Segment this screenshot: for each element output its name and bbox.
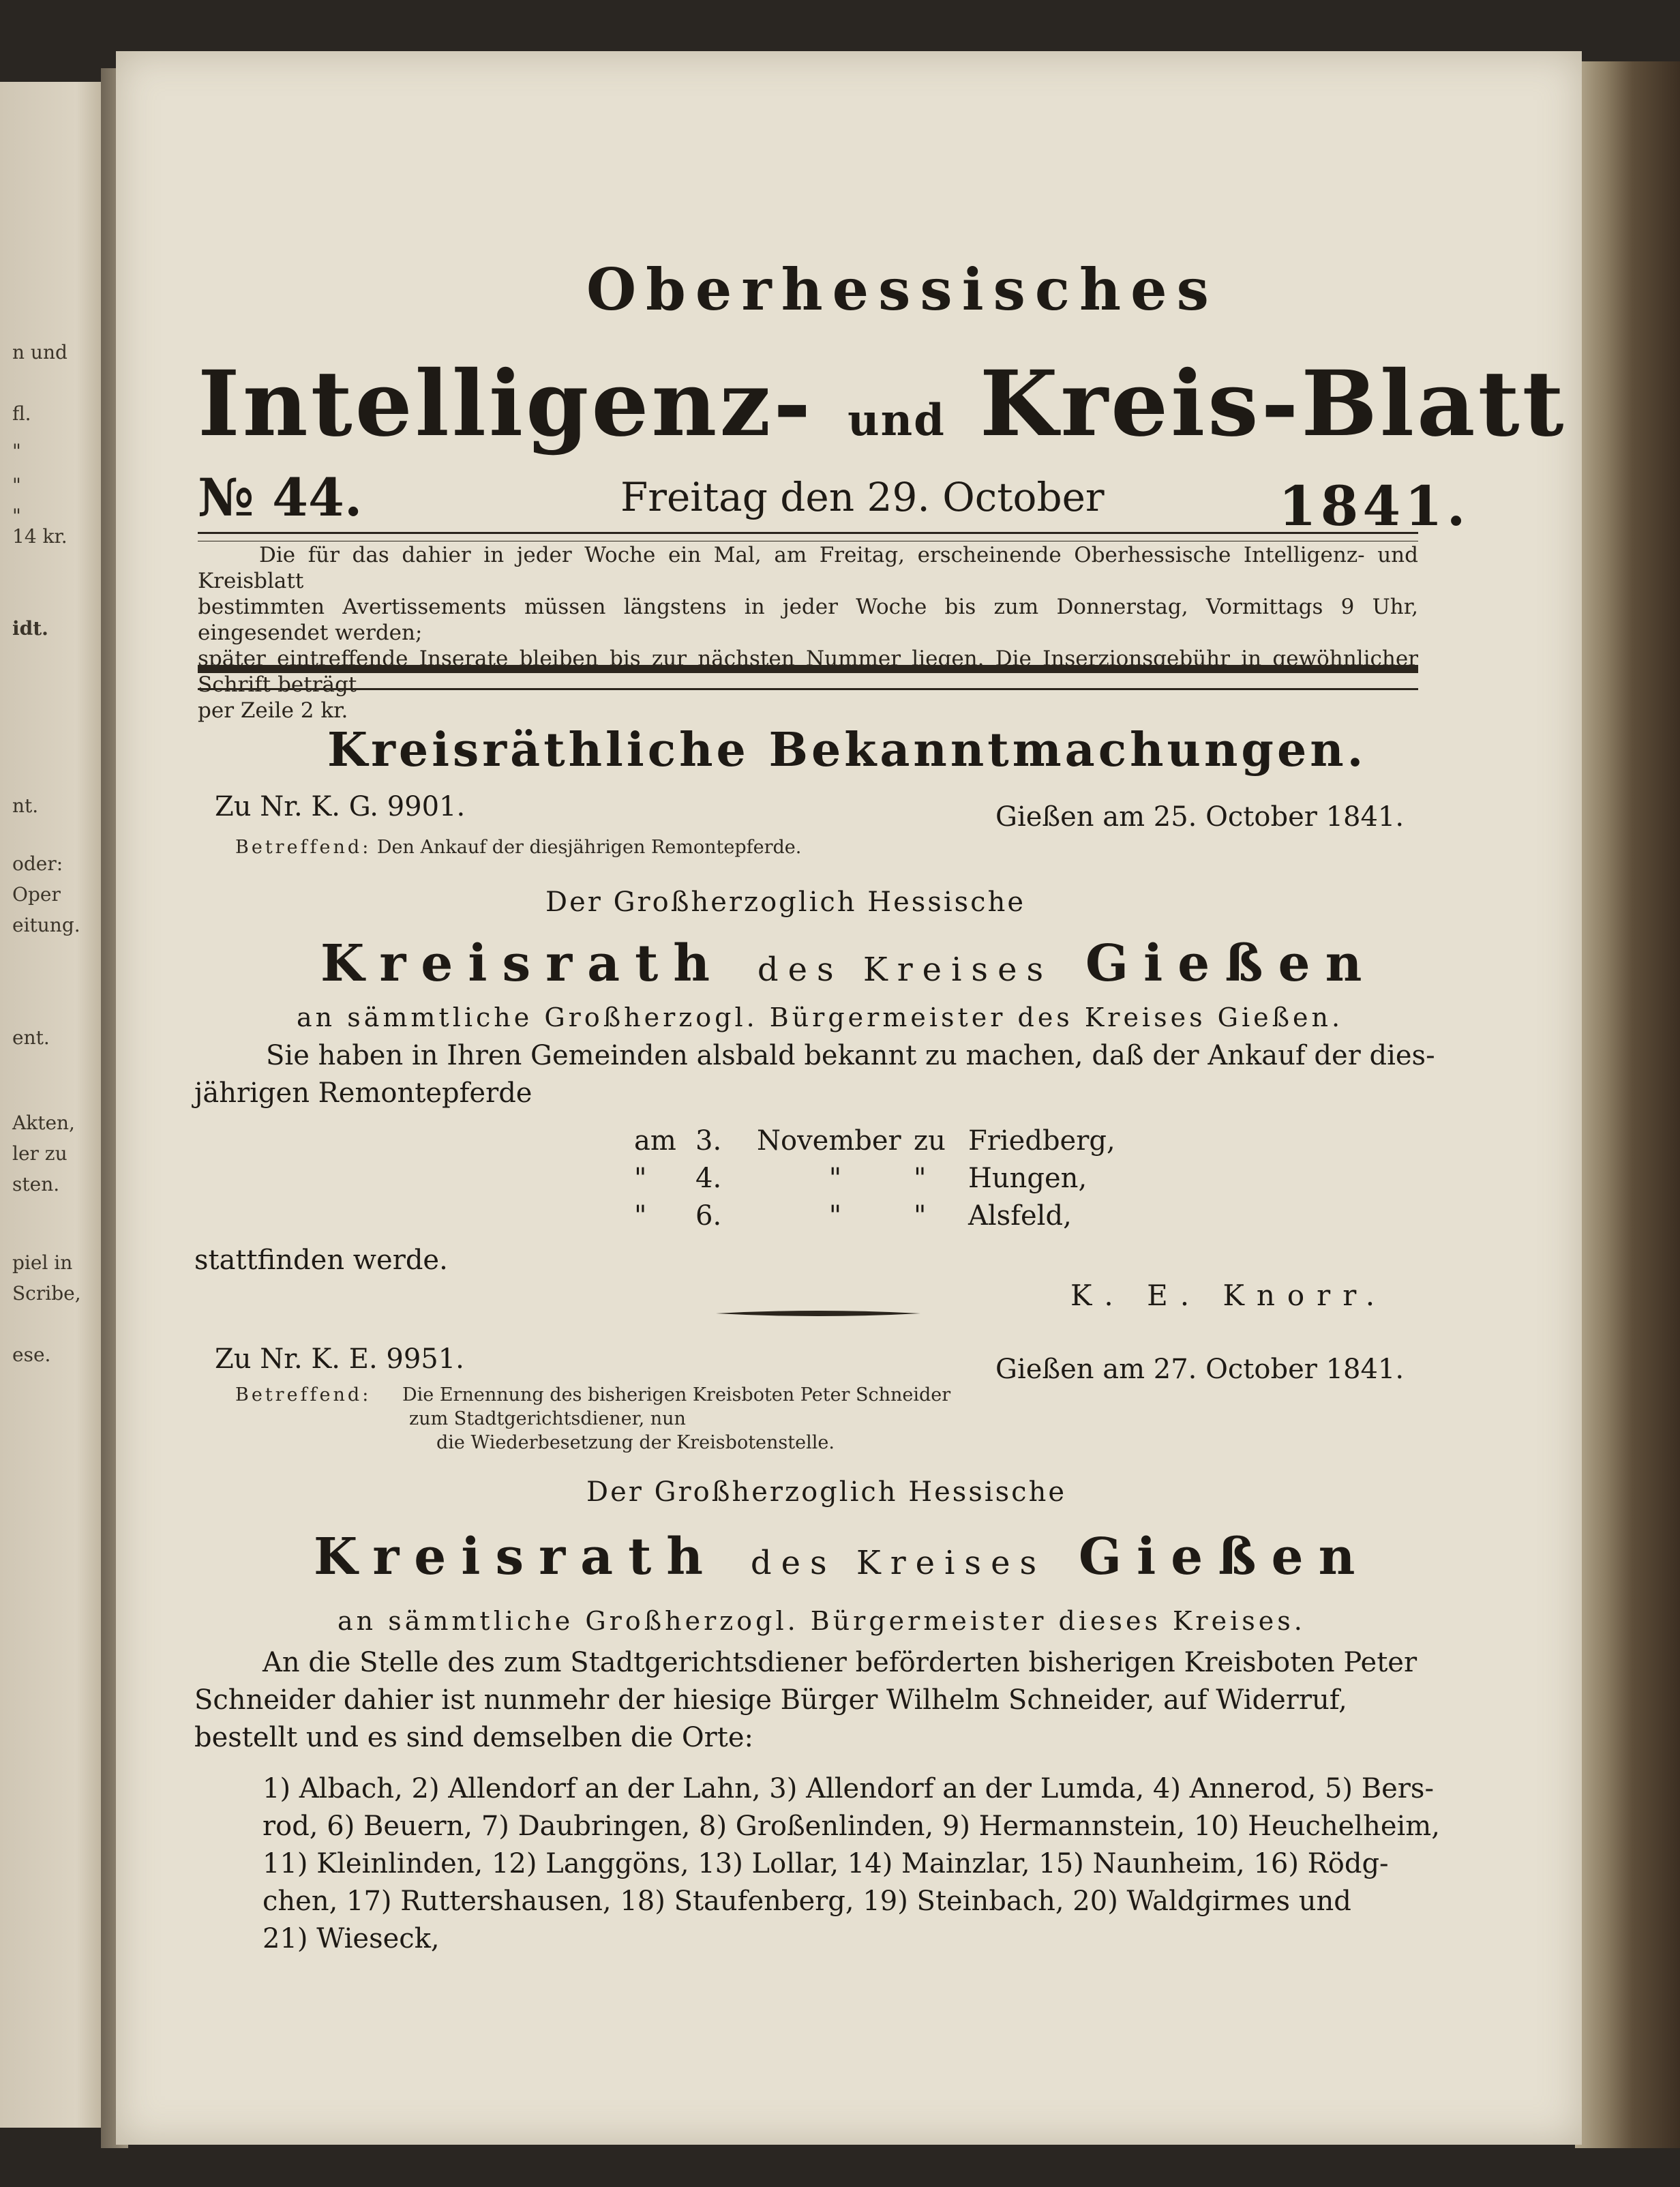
announcement2-subject-line: zum Stadtgerichtsdiener, nun <box>409 1408 686 1429</box>
issue-date: Freitag den 29. October <box>620 474 1105 520</box>
left-fragment: Oper <box>12 883 61 906</box>
announcement2-place-date: Gießen am 27. October 1841. <box>995 1354 1405 1385</box>
announcement2-subject-line: die Wiederbesetzung der Kreisbotenstelle. <box>436 1432 835 1453</box>
left-fragment: Akten, <box>12 1112 75 1134</box>
announcement2-authority-line1: Der Großherzoglich Hessische <box>586 1476 1066 1508</box>
remonte-date-row: " 4. " " Hungen, <box>634 1163 1088 1194</box>
notice-line: später eintreffende Inserate bleiben bis zur nächsten Nummer liegen. Die Inserzionsgebühr in gewöhnlicher Schrift beträgt <box>198 646 1418 697</box>
left-fragment: sten. <box>12 1173 60 1195</box>
left-fragment: oder: <box>12 852 63 875</box>
left-fragment: ese. <box>12 1343 51 1366</box>
announcement1-authority-line3: an sämmtliche Großherzogl. Bürgermeister des Kreises Gießen. <box>297 1002 1344 1032</box>
left-page-edge <box>0 82 109 2128</box>
masthead-line1: Oberhessisches <box>586 256 1218 323</box>
announcement2-body-line: bestellt und es sind demselben die Orte: <box>194 1722 753 1753</box>
left-fragment: ent. <box>12 1026 50 1049</box>
notice-line: Die für das dahier in jeder Woche ein Mal, am Freitag, erscheinende Oberhessische Intelligenz- und Kreisblatt <box>198 543 1418 593</box>
announcement1-signature: K. E. Knorr. <box>1070 1279 1388 1312</box>
place-list-line: chen, 17) Ruttershausen, 18) Staufenberg, 19) Steinbach, 20) Waldgirmes und <box>262 1886 1351 1917</box>
announcement1-authority-line2 <box>320 934 1377 993</box>
book-cover-edge <box>1575 61 1680 2148</box>
left-fragment: " <box>12 474 21 496</box>
issue-number: № 44. <box>198 467 363 528</box>
announcement2-authority-line3: an sämmtliche Großherzogl. Bürgermeister dieses Kreises. <box>338 1606 1306 1636</box>
left-fragment: 14 kr. <box>12 525 68 548</box>
des-kreises-words: des Kreises <box>757 951 1053 989</box>
heavy-rule <box>198 665 1418 690</box>
masthead-word-kreisblatt: Kreis-Blatt <box>979 351 1567 457</box>
left-fragment: " <box>12 440 21 462</box>
announcement1-body-line: stattfinden werde. <box>194 1245 448 1276</box>
left-fragment: eitung. <box>12 914 80 936</box>
notice-line: per Zeile 2 kr. <box>198 698 348 723</box>
issue-year: 1841. <box>1278 474 1470 538</box>
newspaper-page <box>116 51 1582 2145</box>
place-list-line: 21) Wieseck, <box>262 1923 440 1954</box>
left-fragment: fl. <box>12 402 31 425</box>
remonte-date-row: am 3. November zu Friedberg, <box>634 1125 1115 1157</box>
place-list-line: 11) Kleinlinden, 12) Langgöns, 13) Lollar, 14) Mainzlar, 15) Naunheim, 16) Rödg- <box>262 1848 1389 1879</box>
announcement1-place-date: Gießen am 25. October 1841. <box>995 801 1405 833</box>
announcement2-authority-line2 <box>314 1528 1370 1586</box>
announcement2-body-line: Schneider dahier ist nunmehr der hiesige Bürger Wilhelm Schneider, auf Widerruf, <box>194 1684 1347 1716</box>
betreffend-text: Den Ankauf der diesjährigen Remontepferde. <box>376 837 802 858</box>
announcement1-body-line: Sie haben in Ihren Gemeinden alsbald bekannt zu machen, daß der Ankauf der dies- <box>266 1040 1435 1071</box>
des-kreises-words: des Kreises <box>750 1544 1047 1582</box>
kreisrath-word: Kreisrath <box>320 934 725 993</box>
left-fragment: idt. <box>12 617 48 640</box>
announcement1-authority-line1: Der Großherzoglich Hessische <box>545 887 1025 918</box>
giessen-word: Gießen <box>1085 934 1377 993</box>
left-fragment: ler zu <box>12 1142 68 1165</box>
ornament-divider <box>716 1309 920 1318</box>
announcement2-subject-line: Die Ernennung des bisherigen Kreisboten Peter Schneider <box>402 1384 951 1405</box>
announcement2-subject-label: Betreffend: <box>235 1384 372 1405</box>
kreisrath-word: Kreisrath <box>314 1528 719 1586</box>
left-fragment: " <box>12 505 21 527</box>
announcement1-ref: Zu Nr. K. G. 9901. <box>215 791 466 822</box>
giessen-word: Gießen <box>1078 1528 1370 1586</box>
notice-line: bestimmten Avertissements müssen längstens in jeder Woche bis zum Donnerstag, Vormittags 9 Uhr, eingesendet werden; <box>198 595 1418 645</box>
left-fragment: nt. <box>12 794 39 817</box>
masthead-rule <box>198 532 1418 541</box>
betreffend-label: Betreffend: <box>235 837 372 858</box>
remonte-date-row: " 6. " " Alsfeld, <box>634 1200 1072 1232</box>
place-list-line: 1) Albach, 2) Allendorf an der Lahn, 3) Allendorf an der Lumda, 4) Annerod, 5) Bers- <box>262 1773 1434 1804</box>
masthead-word-intelligenz: Intelligenz- <box>198 351 814 457</box>
announcement1-body-line: jährigen Remontepferde <box>194 1077 532 1109</box>
left-fragment: Scribe, <box>12 1282 81 1305</box>
subscription-notice <box>198 542 1418 724</box>
left-fragment: piel in <box>12 1251 73 1274</box>
left-fragment: n und <box>12 341 68 363</box>
announcement2-body-line: An die Stelle des zum Stadtgerichtsdiener beförderten bisherigen Kreisboten Peter <box>262 1647 1418 1678</box>
section-title: Kreisräthliche Bekanntmachungen. <box>327 723 1367 777</box>
announcement2-ref: Zu Nr. K. E. 9951. <box>215 1343 464 1375</box>
announcement1-subject <box>235 837 801 858</box>
place-list-line: rod, 6) Beuern, 7) Daubringen, 8) Großenlinden, 9) Hermannstein, 10) Heuchelheim, <box>262 1811 1440 1842</box>
masthead-title <box>198 351 1567 457</box>
masthead-word-und: und <box>847 395 946 446</box>
